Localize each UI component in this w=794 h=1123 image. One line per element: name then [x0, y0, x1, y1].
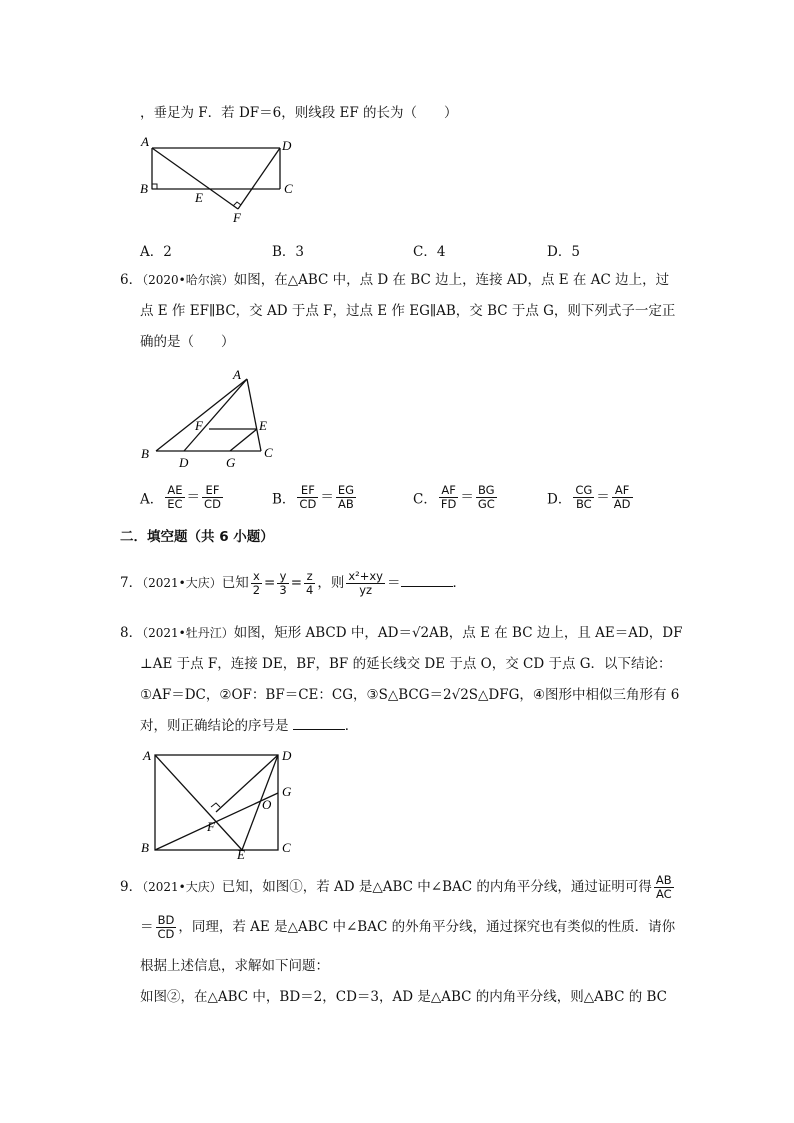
q6-label-b: B: [141, 446, 149, 461]
q6-option-a[interactable]: A． $\frac{AE}{EC}$ ＝ $\frac{EF}{CD}$: [140, 483, 221, 511]
q5-option-c[interactable]: C．4: [413, 244, 446, 260]
q8-label-d: D: [282, 748, 292, 763]
q8-label-g: G: [282, 784, 292, 799]
q9-source: （2021•大庆）: [142, 880, 222, 894]
q6-line2: 点 E 作 EF∥BC，交 AD 于点 F，过点 E 作 EG∥AB，交 BC 于点 G，则下列式子一定正: [140, 303, 676, 319]
q6-label-e: E: [259, 418, 267, 433]
q5-option-d[interactable]: D．5: [547, 244, 580, 260]
q8-answer-blank[interactable]: [293, 717, 345, 730]
q9-line1: 9．（2021•大庆）已知，如图①，若 AD 是△ABC 中∠BAC 的内角平分线，通过证明可得 $\frac{AB}{AC}$: [120, 873, 672, 901]
q7-number: 7．: [120, 575, 143, 591]
q7-source: （2021•大庆）: [142, 576, 222, 590]
q6-option-d[interactable]: D． $\frac{CG}{BC}$ ＝ $\frac{AF}{AD}$: [547, 483, 631, 511]
q8-figure: [136, 746, 306, 862]
q7-line: 7．（2021•大庆）已知 $\frac{x}{2}$ = $\frac{y}{3}$ = $\frac{z}{4}$ ，则 $\frac{\text{x²+xy}}{yz}$ ＝ ．: [120, 569, 466, 597]
q6-label-f: F: [195, 418, 203, 433]
q8-label-e: E: [237, 847, 245, 862]
q6-number: 6．: [120, 272, 143, 288]
q8-line4: 对，则正确结论的序号是 ．: [140, 718, 359, 734]
q8-line2: ⊥AE 于点 F，连接 DE，BF，BF 的延长线交 DE 于点 O，交 CD 于点 G．以下结论：: [140, 656, 672, 672]
q5-label-f: F: [233, 210, 241, 225]
q5-option-b[interactable]: B．3: [272, 244, 305, 260]
q8-label-o: O: [262, 797, 272, 812]
q5-figure: [136, 134, 306, 226]
q8-label-c: C: [282, 840, 291, 855]
q6-label-d: D: [179, 455, 189, 470]
q5-option-a[interactable]: A．2: [140, 244, 172, 260]
section-heading: 二．填空题（共 6 小题）: [120, 529, 274, 545]
q9-line3: 根据上述信息，求解如下问题：: [140, 958, 329, 974]
q6-figure: [136, 364, 286, 470]
q8-number: 8．: [120, 625, 143, 641]
q5-label-a: A: [141, 134, 149, 149]
q6-option-c[interactable]: C． $\frac{AF}{FD}$ ＝ $\frac{BG}{GC}$: [413, 483, 495, 511]
q5-text: ，垂足为 F．若 DF＝6，则线段 EF 的长为（ ）: [140, 105, 458, 121]
q9-number: 9．: [120, 879, 143, 895]
q6-option-b[interactable]: B． $\frac{EF}{CD}$ ＝ $\frac{EG}{AB}$: [272, 483, 354, 511]
q8-line3: ①AF＝DC，②OF：BF＝CE：CG，③S△BCG＝2√2S△DFG，④图形中相似三角形有 6: [140, 687, 680, 703]
q8-label-a: A: [143, 748, 151, 763]
q5-label-e: E: [195, 190, 203, 205]
q5-label-d: D: [282, 138, 292, 153]
q6-line3: 确的是（ ）: [140, 334, 235, 350]
q6-line1: 6．（2020•哈尔滨）如图，在△ABC 中，点 D 在 BC 边上，连接 AD，点 E 在 AC 边上，过: [120, 272, 670, 288]
q6-label-a: A: [233, 367, 241, 382]
q6-source: （2020•哈尔滨）: [142, 273, 234, 287]
q5-label-c: C: [284, 181, 293, 196]
q8-line1: 8．（2021•牡丹江）如图，矩形 ABCD 中，AD＝√2AB，点 E 在 BC 边上，且 AE＝AD，DF: [120, 625, 683, 641]
q8-label-b: B: [141, 840, 149, 855]
q5-label-b: B: [140, 181, 148, 196]
q7-answer-blank[interactable]: [401, 574, 453, 587]
q6-label-c: C: [264, 445, 273, 460]
q6-label-g: G: [226, 455, 236, 470]
q9-line4: 如图②，在△ABC 中，BD＝2，CD＝3，AD 是△ABC 的内角平分线，则△ABC 的 BC: [140, 989, 668, 1005]
q8-label-f: F: [207, 819, 215, 834]
q8-source: （2021•牡丹江）: [142, 626, 234, 640]
q9-line2: ＝ $\frac{BD}{CD}$ ，同理，若 AE 是△ABC 中∠BAC 的外角平分线，通过探究也有类似的性质．请你: [140, 913, 676, 941]
